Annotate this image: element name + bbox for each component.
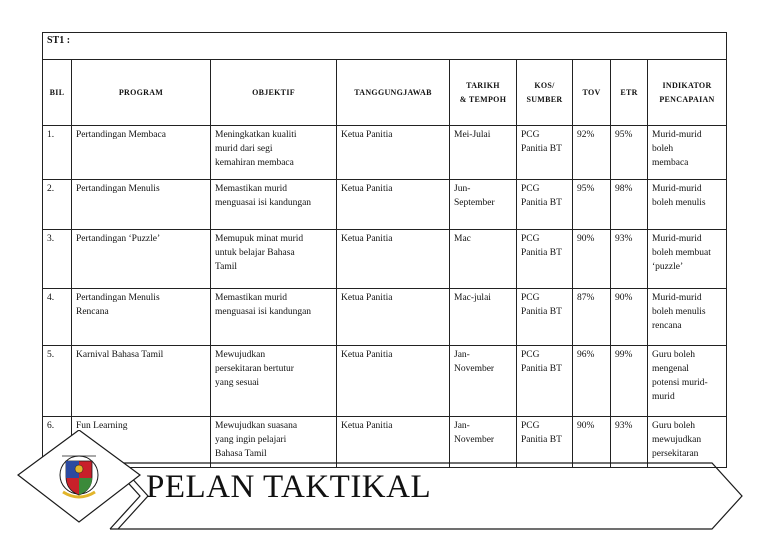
cell-objektif-line: Memastikan murid (215, 293, 288, 303)
cell-program (72, 180, 211, 230)
cell-kos (517, 230, 573, 289)
cell-kos-line: Panitia BT (521, 198, 562, 208)
cell-kos-line: PCG (521, 421, 540, 431)
cell-indikator-line: mewujudkan (652, 435, 702, 445)
cell-indikator-line: Guru boleh (652, 350, 696, 360)
cell-indikator-line: boleh menulis (652, 198, 706, 208)
cell-program-line: Rencana (76, 307, 109, 317)
cell-bil: 3. (43, 230, 72, 289)
cell-kos-line: PCG (521, 184, 540, 194)
cell-objektif-line: menguasai isi kandungan (215, 198, 312, 208)
cell-kos-line: PCG (521, 130, 540, 140)
header-kos (517, 60, 573, 126)
cell-tanggungjawab: Ketua Panitia (337, 346, 450, 417)
header-tarikh-line2: & TEMPOH (459, 94, 507, 104)
cell-indikator-line: membaca (652, 158, 689, 168)
header-objektif: OBJEKTIF (211, 60, 337, 126)
header-indikator-line1: INDIKATOR (662, 80, 712, 90)
header-bil: BIL (43, 60, 72, 126)
cell-indikator (648, 180, 727, 230)
cell-indikator-line: Guru boleh (652, 421, 696, 431)
header-tov: TOV (573, 60, 611, 126)
cell-objektif-line: kemahiran membaca (215, 158, 294, 168)
cell-indikator-line: persekitaran (652, 449, 699, 459)
cell-tarikh-line: Jun- (454, 184, 471, 194)
cell-tanggungjawab: Ketua Panitia (337, 417, 450, 468)
cell-tanggungjawab: Ketua Panitia (337, 289, 450, 346)
cell-tarikh-line: September (454, 198, 495, 208)
cell-indikator-line: boleh (652, 144, 674, 154)
cell-objektif (211, 230, 337, 289)
cell-indikator-line: Murid-murid (652, 234, 702, 244)
cell-kos-line: PCG (521, 350, 540, 360)
cell-tov: 95% (573, 180, 611, 230)
cell-program-line: Pertandingan Membaca (76, 130, 166, 140)
cell-etr: 99% (611, 346, 648, 417)
cell-tarikh (450, 230, 517, 289)
header-tanggungjawab: TANGGUNGJAWAB (337, 60, 450, 126)
cell-kos-line: Panitia BT (521, 248, 562, 258)
title-banner (0, 430, 768, 543)
cell-program (72, 289, 211, 346)
cell-tanggungjawab: Ketua Panitia (337, 126, 450, 180)
cell-kos-line: PCG (521, 234, 540, 244)
cell-kos-line: Panitia BT (521, 144, 562, 154)
header-etr: ETR (611, 60, 648, 126)
cell-objektif (211, 289, 337, 346)
table-body (43, 126, 727, 468)
cell-tarikh-line: Jan- (454, 421, 470, 431)
cell-tarikh-line: Mac-julai (454, 293, 491, 303)
banner-title: PELAN TAKTIKAL (146, 469, 432, 505)
cell-kos (517, 346, 573, 417)
cell-indikator-line: murid (652, 392, 675, 402)
cell-objektif (211, 126, 337, 180)
cell-indikator-line: rencana (652, 321, 682, 331)
cell-kos (517, 126, 573, 180)
cell-kos (517, 289, 573, 346)
table-row (43, 289, 727, 346)
cell-tarikh (450, 289, 517, 346)
cell-etr: 93% (611, 230, 648, 289)
cell-etr: 90% (611, 289, 648, 346)
cell-program-line: Fun Learning (76, 421, 128, 431)
cell-tarikh-line: Mei-Julai (454, 130, 491, 140)
cell-kos-line: Panitia BT (521, 307, 562, 317)
cell-indikator-line: boleh menulis (652, 307, 706, 317)
cell-tarikh-line: November (454, 364, 495, 374)
cell-objektif-line: Bahasa Tamil (215, 449, 267, 459)
cell-indikator-line: mengenal (652, 364, 689, 374)
cell-objektif-line: Mewujudkan (215, 350, 266, 360)
cell-program-line: Pertandingan ‘Puzzle’ (76, 234, 161, 244)
cell-program-line: Pertandingan Menulis (76, 293, 160, 303)
table-caption: ST1 : (43, 33, 727, 60)
header-kos-line2: SUMBER (526, 94, 563, 104)
tactical-plan-table (42, 32, 727, 468)
cell-tarikh (450, 346, 517, 417)
cell-indikator (648, 230, 727, 289)
cell-objektif (211, 180, 337, 230)
cell-tov: 96% (573, 346, 611, 417)
cell-etr: 98% (611, 180, 648, 230)
cell-tanggungjawab: Ketua Panitia (337, 180, 450, 230)
cell-objektif-line: persekitaran bertutur (215, 364, 294, 374)
cell-tov: 87% (573, 289, 611, 346)
cell-kos-line: Panitia BT (521, 364, 562, 374)
cell-tov: 90% (573, 417, 611, 468)
table-row (43, 126, 727, 180)
cell-tanggungjawab: Ketua Panitia (337, 230, 450, 289)
cell-bil: 5. (43, 346, 72, 417)
header-program: PROGRAM (72, 60, 211, 126)
cell-indikator (648, 346, 727, 417)
table-header-row (43, 60, 727, 126)
header-tarikh (450, 60, 517, 126)
cell-kos (517, 180, 573, 230)
cell-indikator-line: potensi murid- (652, 378, 708, 388)
cell-indikator (648, 126, 727, 180)
cell-indikator (648, 289, 727, 346)
cell-objektif-line: Memastikan murid (215, 184, 288, 194)
cell-program (72, 126, 211, 180)
cell-program (72, 346, 211, 417)
table-row (43, 180, 727, 230)
cell-tarikh-line: Mac (454, 234, 471, 244)
cell-kos-line: Panitia BT (521, 435, 562, 445)
cell-tarikh (450, 180, 517, 230)
cell-tarikh-line: November (454, 435, 495, 445)
cell-indikator-line: boleh membuat (652, 248, 711, 258)
cell-indikator-line: ‘puzzle’ (652, 262, 684, 272)
cell-tarikh-line: Jan- (454, 350, 470, 360)
cell-objektif-line: untuk belajar Bahasa (215, 248, 295, 258)
header-indikator (648, 60, 727, 126)
cell-indikator-line: Murid-murid (652, 184, 702, 194)
cell-etr: 93% (611, 417, 648, 468)
cell-objektif-line: Meningkatkan kualiti (215, 130, 297, 140)
cell-kos-line: PCG (521, 293, 540, 303)
cell-bil: 1. (43, 126, 72, 180)
cell-bil: 2. (43, 180, 72, 230)
cell-indikator-line: Murid-murid (652, 130, 702, 140)
table-row (43, 230, 727, 289)
cell-objektif-line: Memupuk minat murid (215, 234, 304, 244)
cell-etr: 95% (611, 126, 648, 180)
cell-objektif-line: Mewujudkan suasana (215, 421, 298, 431)
table-row (43, 346, 727, 417)
cell-indikator-line: Murid-murid (652, 293, 702, 303)
cell-objektif-line: yang sesuai (215, 378, 260, 388)
cell-program-line: Pertandingan Menulis (76, 184, 160, 194)
cell-tarikh (450, 126, 517, 180)
cell-bil: 4. (43, 289, 72, 346)
cell-tov: 90% (573, 230, 611, 289)
cell-program-line: Karnival Bahasa Tamil (76, 350, 164, 360)
header-tarikh-line1: TARIKH (466, 80, 500, 90)
cell-objektif-line: yang ingin pelajari (215, 435, 287, 445)
cell-tov: 92% (573, 126, 611, 180)
cell-objektif (211, 346, 337, 417)
cell-objektif-line: murid dari segi (215, 144, 273, 154)
cell-bil: 6. (43, 417, 72, 468)
tactical-plan-table-container (42, 32, 726, 460)
cell-objektif-line: menguasai isi kandungan (215, 307, 312, 317)
cell-program (72, 230, 211, 289)
header-indikator-line2: PENCAPAIAN (659, 94, 715, 104)
header-kos-line1: KOS/ (534, 80, 555, 90)
cell-objektif-line: Tamil (215, 262, 238, 272)
